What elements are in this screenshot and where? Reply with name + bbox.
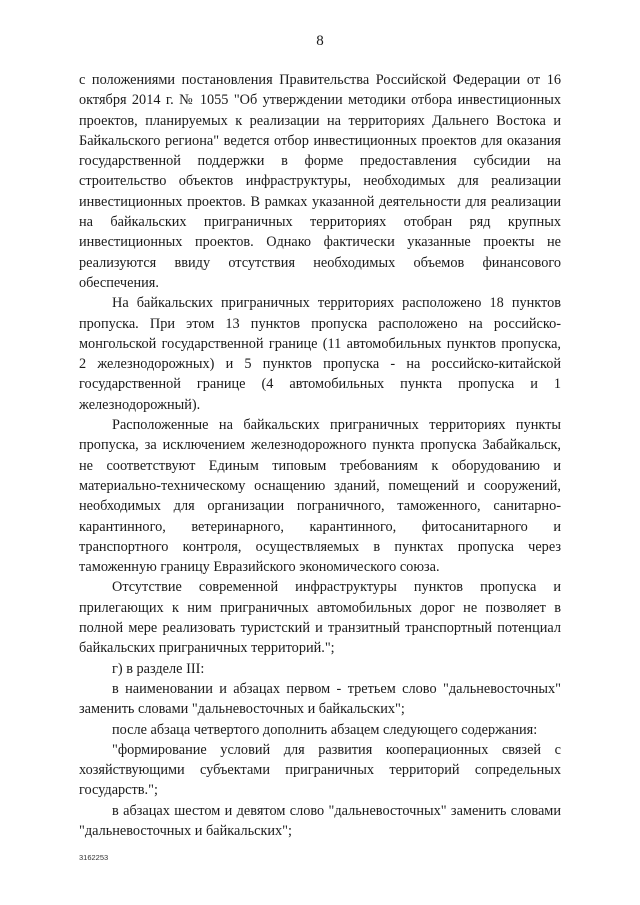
paragraph-replace-sixth-ninth: в абзацах шестом и девятом слово "дальневосточных" заменить словами "дальневосточных и байкальских"; xyxy=(79,802,561,839)
paragraph-replace-title: в наименовании и абзацах первом - третьем слово "дальневосточных" заменить словами "дальневосточных и байкальских"; xyxy=(79,680,561,718)
paragraph-section-iii: г) в разделе III: xyxy=(112,660,205,677)
paragraph-checkpoints-requirements: Расположенные на байкальских приграничных территориях пункты пропуска, за исключением железнодорожного пункта пропуска Забайкальск, не соответствуют Единым типовым требованиям к оборудованию и материально-техническому оснащению зданий, помещений и сооружений, необходимых для организации пограничного, таможенного, санитарно-карантинного, ветеринарного, карантинного, фитосанитарного и транспортного контроля, осуществляемых в пунктах пропуска через таможенную границу Евразийского экономического союза. xyxy=(79,417,561,576)
document-code: 3162253 xyxy=(79,853,109,862)
paragraph-add-after-fourth: после абзаца четвертого дополнить абзацем следующего содержания: xyxy=(112,721,538,738)
paragraph-new-text: "формирование условий для развития кооперационных связей с хозяйствующими субъектами приграничных территорий сопредельных государств."; xyxy=(79,741,561,799)
paragraph-continuation: с положениями постановления Правительства Российской Федерации от 16 октября 2014 г. № 1055 "Об утверждении методики отбора инвестиционных проектов, планируемых к реализации на территориях Дальнего Востока и Байкальского региона" ведется отбор инвестиционных проектов для оказания государственной поддержки в форме предоставления субсидии на строительство объектов инфраструктуры, необходимых для реализации инвестиционных проектов. В рамках указанной деятельности для реализации на байкальских приграничных территориях отобран ряд крупных инвестиционных проектов. Однако фактически указанные проекты не реализуются ввиду отсутствия необходимых объемов финансового обеспечения. xyxy=(79,72,561,291)
paragraph-infrastructure-absence: Отсутствие современной инфраструктуры пунктов пропуска и прилегающих к ним приграничных автомобильных дорог не позволяет в полной мере реализовать туристский и транзитный транспортный потенциал байкальских приграничных территорий."; xyxy=(79,579,561,657)
paragraph-checkpoints-count: На байкальских приграничных территориях расположено 18 пунктов пропуска. При этом 13 пунктов пропуска расположено на российско-монгольской государственной границе (11 автомобильных пунктов пропуска, 2 железнодорожных) и 5 пунктов пропуска - на российско-китайской государственной границе (4 автомобильных пункта пропуска и 1 железнодорожный). xyxy=(79,295,561,413)
page-number: 8 xyxy=(316,33,324,49)
document-body xyxy=(79,70,561,841)
